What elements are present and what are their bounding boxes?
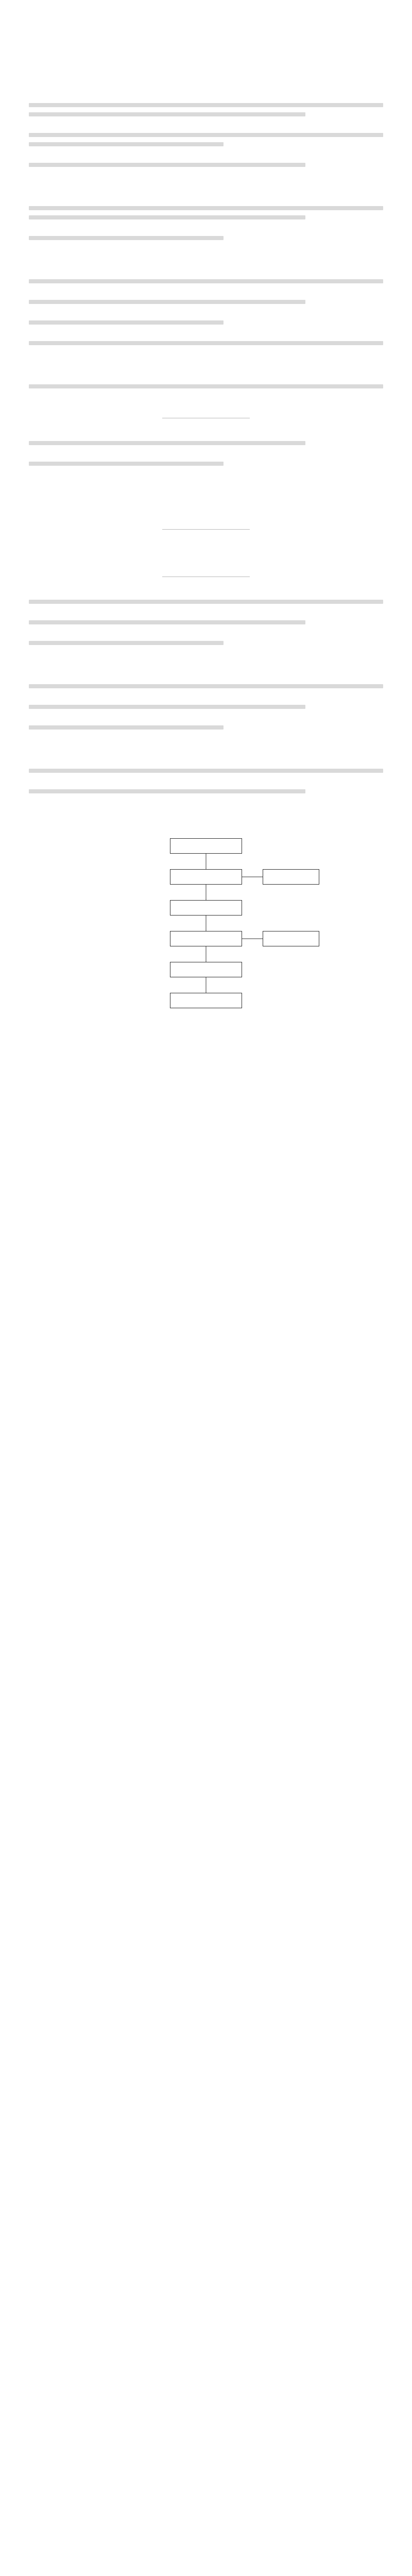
paragraph xyxy=(29,539,383,547)
text-line-placeholder xyxy=(29,236,224,240)
formula xyxy=(29,394,383,425)
paragraph xyxy=(29,586,383,595)
paragraph xyxy=(29,755,383,764)
section-heading xyxy=(29,181,383,190)
flowchart-connectors xyxy=(88,838,324,1008)
paragraph xyxy=(29,607,383,615)
paragraph xyxy=(29,448,383,456)
watermark xyxy=(154,31,258,62)
flow-node xyxy=(170,900,242,916)
formula xyxy=(29,552,383,583)
text-line-placeholder xyxy=(29,163,305,167)
section-5 xyxy=(29,480,383,645)
flow-node xyxy=(170,869,242,885)
section-2 xyxy=(29,181,383,240)
paragraph xyxy=(29,286,383,295)
text-line-placeholder xyxy=(29,320,224,325)
text-line-placeholder xyxy=(29,684,383,688)
paragraph xyxy=(29,328,383,336)
paragraph xyxy=(29,712,383,720)
formula xyxy=(29,505,383,536)
formula-placeholder xyxy=(162,512,250,530)
text-line-placeholder xyxy=(29,142,224,146)
document-body xyxy=(29,78,383,1021)
paragraph xyxy=(29,691,383,700)
formula-placeholder xyxy=(162,559,250,577)
paragraph xyxy=(29,628,383,636)
text-line-placeholder xyxy=(29,705,305,709)
section-heading xyxy=(29,744,383,752)
section-heading xyxy=(29,78,383,87)
flow-node xyxy=(170,838,242,854)
formula-placeholder xyxy=(162,400,250,418)
paragraph xyxy=(29,776,383,784)
section-heading xyxy=(29,255,383,263)
paragraph xyxy=(29,492,383,500)
text-line-placeholder xyxy=(29,215,305,219)
text-line-placeholder xyxy=(29,112,305,116)
document-title xyxy=(29,22,383,32)
flow-node xyxy=(263,931,319,946)
text-line-placeholder xyxy=(29,641,224,645)
section-3 xyxy=(29,255,383,345)
flow-node xyxy=(170,993,242,1008)
text-line-placeholder xyxy=(29,462,224,466)
text-line-placeholder xyxy=(29,341,383,345)
inspection-flowchart xyxy=(29,812,383,1021)
section-4 xyxy=(29,360,383,466)
paragraph xyxy=(29,428,383,436)
paragraph xyxy=(29,90,383,98)
flow-node xyxy=(263,869,319,885)
paragraph xyxy=(29,671,383,679)
paragraph xyxy=(29,266,383,274)
text-line-placeholder xyxy=(29,789,305,793)
section-heading xyxy=(29,659,383,668)
text-line-placeholder xyxy=(29,206,383,210)
text-line-placeholder xyxy=(29,769,383,773)
section-7 xyxy=(29,744,383,793)
text-line-placeholder xyxy=(29,279,383,283)
section-heading xyxy=(29,360,383,368)
paragraph xyxy=(29,193,383,201)
text-line-placeholder xyxy=(29,133,383,137)
section-heading xyxy=(29,480,383,488)
section-1 xyxy=(29,78,383,167)
flow-node xyxy=(170,931,242,946)
flowchart xyxy=(88,838,324,1008)
paragraph xyxy=(29,120,383,128)
text-line-placeholder xyxy=(29,725,224,730)
paragraph xyxy=(29,307,383,315)
text-line-placeholder xyxy=(29,441,305,445)
paragraph xyxy=(29,371,383,379)
text-line-placeholder xyxy=(29,600,383,604)
flow-node xyxy=(170,962,242,977)
paragraph xyxy=(29,223,383,231)
section-6 xyxy=(29,659,383,730)
paragraph xyxy=(29,149,383,158)
text-line-placeholder xyxy=(29,620,305,624)
text-line-placeholder xyxy=(29,300,305,304)
text-line-placeholder xyxy=(29,384,383,388)
text-line-placeholder xyxy=(29,103,383,107)
